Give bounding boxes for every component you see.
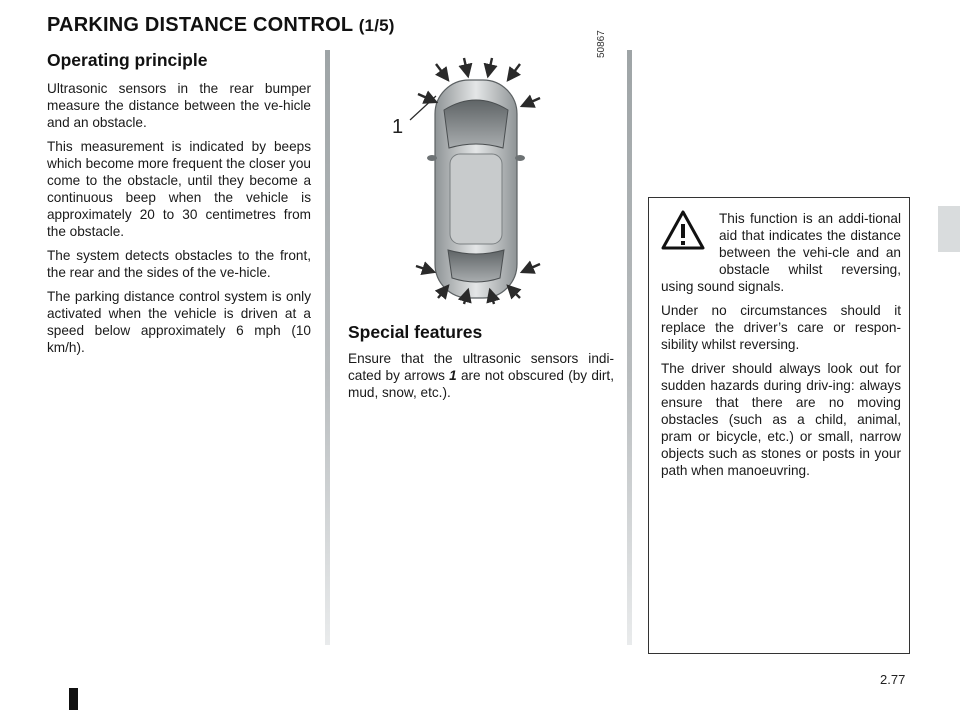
warning-paragraph: Under no circumstances should it replace the driver’s care or respon-sibility whilst reversing. xyxy=(661,303,901,352)
warning-paragraph: The driver should always look out for sudden hazards during driv-ing: always ensure that there are no moving obstacles (such as a child, animal, pram or bicycle, etc.) or small, narrow objects such as stones or posts in your path when manoeuvring. xyxy=(661,361,901,478)
page-title-text: PARKING DISTANCE CONTROL xyxy=(47,14,353,36)
operating-principle-heading: Operating principle xyxy=(47,50,208,70)
vehicle-top-view-illustration xyxy=(340,50,630,310)
page-title-part: (1/5) xyxy=(358,16,395,35)
car-icon xyxy=(427,80,525,298)
arrow-reference: 1 xyxy=(449,368,457,383)
warning-box xyxy=(648,197,910,654)
front-sensor-arrow xyxy=(488,58,492,76)
special-features-heading: Special features xyxy=(348,322,483,342)
front-sensor-arrow xyxy=(508,64,520,80)
figure-number: 50867 xyxy=(596,30,607,58)
callout-leader xyxy=(410,96,436,120)
page-number: 2.77 xyxy=(880,672,906,687)
special-features-paragraph xyxy=(348,350,614,401)
special-features-text: Ensure that the ultrasonic sensors indi-cated by arrows xyxy=(348,351,614,383)
column-divider-left xyxy=(325,50,330,645)
warning-paragraph: This function is an addi-tional aid that indicates the distance between the vehi-cle and an obstacle whilst reversing, using sound signals. xyxy=(661,211,901,294)
operating-principle-paragraph: This measurement is indicated by beeps which become more frequent the closer you come to the obstacle, until they become a continuous beep when the vehicle is approximately 20 to 30 centimetres from the obstacle. xyxy=(47,139,311,239)
front-sensor-arrow xyxy=(464,58,468,76)
warning-icon-slot xyxy=(661,210,719,278)
warning-triangle-icon xyxy=(661,210,705,250)
vehicle-sensor-figure xyxy=(340,50,630,310)
rear-sensor-arrow xyxy=(438,286,448,298)
front-sensor-arrow xyxy=(522,98,540,106)
rear-sensor-arrow xyxy=(522,264,540,272)
rear-sensor-arrow xyxy=(508,286,520,298)
corner-mark xyxy=(69,688,78,710)
page-title xyxy=(47,14,395,37)
operating-principle-paragraph: The system detects obstacles to the front, the rear and the sides of the ve-hicle. xyxy=(47,248,311,280)
operating-principle-paragraph: The parking distance control system is only activated when the vehicle is driven at a speed below approximately 6 mph (10 km/h). xyxy=(47,289,311,355)
section-tab xyxy=(938,206,960,252)
callout-label: 1 xyxy=(392,116,404,138)
rear-sensor-arrow xyxy=(416,266,434,272)
operating-principle-body xyxy=(47,80,311,363)
operating-principle-paragraph: Ultrasonic sensors in the rear bumper measure the distance between the ve-hicle and an obstacle. xyxy=(47,81,311,130)
special-features-text-end: are not obscured (by dirt, mud, snow, etc.). xyxy=(348,368,614,400)
special-features-body xyxy=(348,350,614,408)
warning-text xyxy=(661,210,901,486)
front-sensor-arrow xyxy=(436,64,448,80)
